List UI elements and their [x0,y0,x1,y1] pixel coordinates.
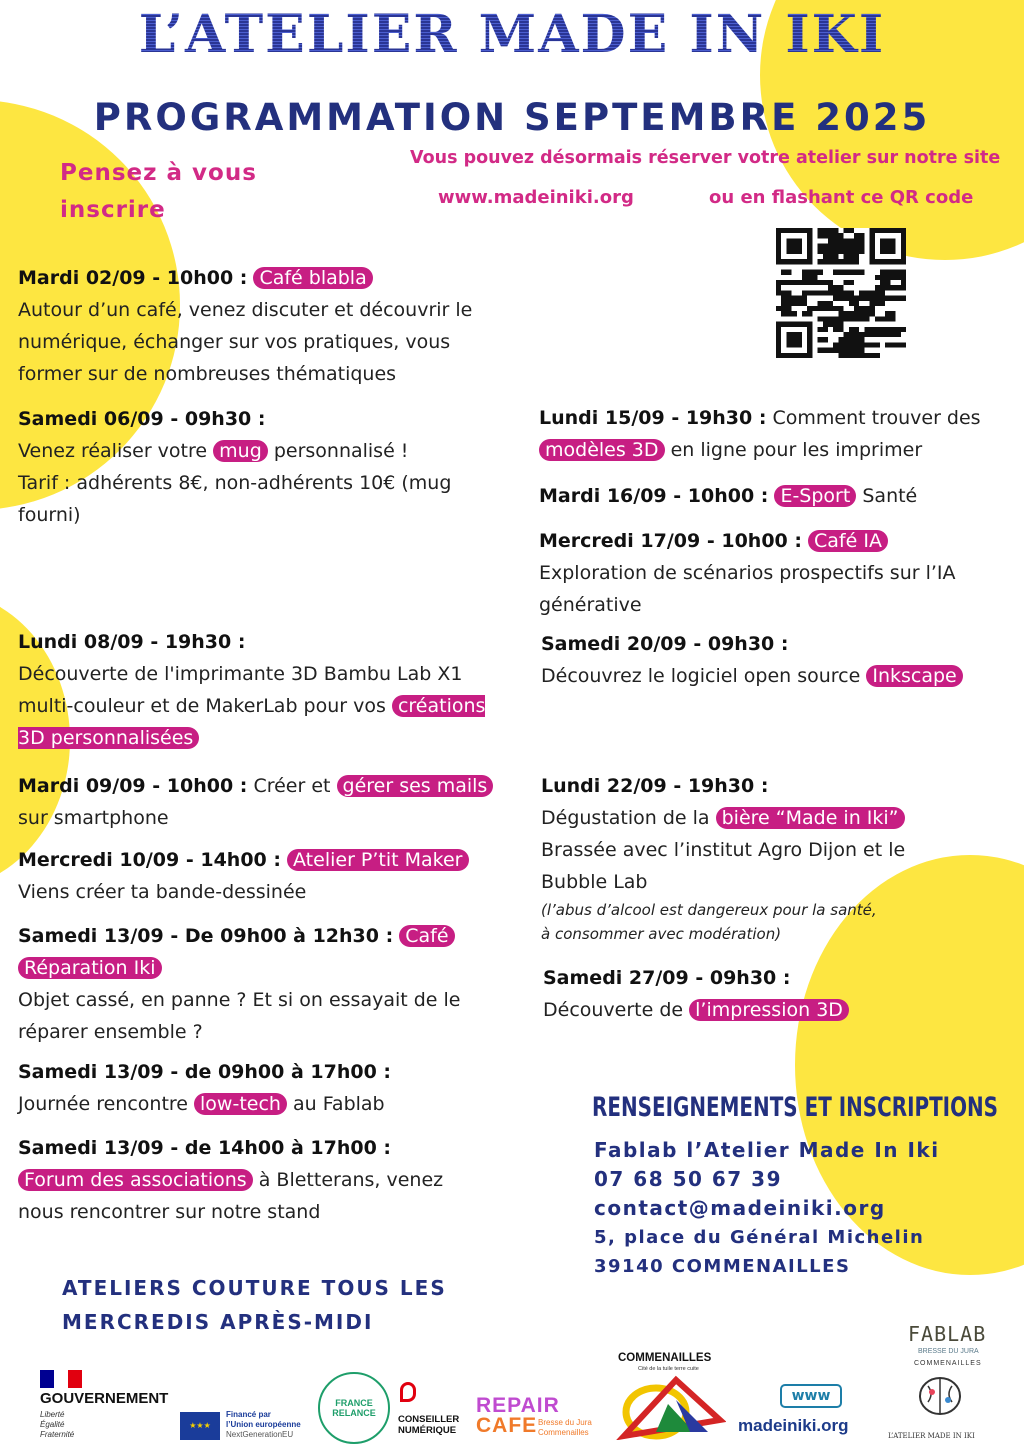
event-description: nous rencontrer sur notre stand [18,1201,321,1223]
atelier-label: L’ATELIER MADE IN IKI [888,1432,975,1440]
repair-line-1: REPAIR [476,1394,560,1417]
conseiller-line-1: CONSEILLER [398,1414,460,1425]
eu-text [226,1410,301,1440]
conseiller-numerique-logo [396,1382,466,1442]
event-card [539,525,1009,621]
event-text: au Fablab [293,1093,385,1115]
event-description: Brassée avec l’institut Agro Dijon et le Bubble Lab [541,839,906,893]
event-tag: low-tech [194,1093,287,1115]
event-tag: créations 3D personnalisées [18,695,486,749]
event-card [18,403,458,531]
event-description: Viens créer ta bande-dessinée [18,881,307,903]
booking-text: Vous pouvez désormais réserver votre atelier sur notre site [410,148,1001,168]
commenailles-logo [616,1352,726,1442]
repair-sub-2: Commenailles [538,1428,589,1437]
reminder-line-1: Pensez à vous [60,160,257,186]
repair-line-2: CAFE [476,1414,538,1437]
eu-line-2: l’Union européenne [226,1420,301,1429]
www-icon: www [780,1384,842,1408]
event-date: Mardi 09/09 - 10h00 : [18,775,248,797]
event-tag: E-Sport [774,485,856,507]
site-link[interactable]: www.madeiniki.org [438,187,634,208]
event-card [541,628,1011,692]
eu-line-1: Financé par [226,1410,271,1419]
eu-line-3: NextGenerationEU [226,1430,294,1439]
alcohol-warning: (l’abus d’alcool est dangereux pour la santé, [541,901,877,919]
event-tag: Inkscape [866,665,962,687]
event-date: Samedi 13/09 - de 14h00 à 17h00 : [18,1137,392,1159]
gouv-motto-2: Égalité [40,1420,65,1429]
commenailles-emblem-icon [616,1374,726,1440]
event-text: Dégustation de la [541,807,710,829]
event-card [18,920,508,1048]
event-text: à Bletterans, venez [258,1169,444,1191]
contact-city: 39140 COMMENAILLES [594,1256,851,1277]
event-card [539,480,1009,512]
conseiller-icon [400,1382,416,1402]
relance-label: FRANCE RELANCE [332,1398,376,1418]
event-date: Samedi 06/09 - 09h30 : [18,408,266,430]
event-date: Samedi 13/09 - de 09h00 à 17h00 : [18,1061,392,1083]
couture-line-2: MERCREDIS APRÈS-MIDI [62,1310,374,1334]
event-description: Autour d’un café, venez discuter et découvrir le numérique, échanger sur vos pratiques, vous former sur de nombreuses thématiques [18,299,473,385]
event-card [18,626,508,754]
commenailles-label: COMMENAILLES [618,1352,712,1364]
page-title: L’ATELIER MADE IN IKI [0,4,1024,65]
madeiniki-web-label: madeiniki.org [738,1416,849,1435]
contact-heading: RENSEIGNEMENTS ET INSCRIPTIONS [592,1092,999,1123]
repair-sub [538,1418,592,1438]
event-text: Découvrez le logiciel open source [541,665,861,687]
event-tag: bière “Made in Iki” [716,807,905,829]
event-date: Samedi 20/09 - 09h30 : [541,633,789,655]
gouv-motto [40,1410,74,1440]
event-card [18,1056,508,1120]
event-description: sur smartphone [18,807,169,829]
event-tag: mug [213,440,268,462]
brain-icon [916,1372,964,1420]
event-card [18,770,508,834]
conseiller-line-2: NUMÉRIQUE [398,1425,457,1436]
repair-sub-1: Bresse du Jura [538,1418,592,1427]
event-text: Journée rencontre [18,1093,188,1115]
event-date: Mercredi 10/09 - 14h00 : [18,849,281,871]
commenailles-sub: Cité de la tuile terre cuite [638,1366,699,1372]
event-card [539,402,1009,466]
event-card [18,1132,508,1228]
conseiller-text [398,1414,459,1436]
event-card [18,844,508,908]
event-text: en ligne pour les imprimer [670,439,923,461]
gouv-label: GOUVERNEMENT [40,1390,169,1407]
event-description: Tarif : adhérents 8€, non-adhérents 10€ (mug fourni) [18,472,452,526]
event-text: Venez réaliser votre [18,440,208,462]
reminder-text [60,155,257,229]
fablab-label: FABLAB [908,1322,987,1346]
event-tag: gérer ses mails [337,775,494,797]
couture-line-1: ATELIERS COUTURE TOUS LES [62,1276,447,1300]
contact-block [594,1136,940,1281]
contact-email[interactable]: contact@madeiniki.org [594,1196,886,1220]
qr-caption: ou en flashant ce QR code [709,187,974,208]
event-date: Samedi 27/09 - 09h30 : [543,967,791,989]
event-tag: l’impression 3D [689,999,849,1021]
eu-flag-icon: ★★★ [180,1412,220,1440]
event-date: Lundi 15/09 - 19h30 : [539,407,767,429]
event-date: Lundi 22/09 - 19h30 : [541,775,769,797]
event-date: Samedi 13/09 - De 09h00 à 12h30 : [18,925,394,947]
event-card [18,262,508,390]
gouv-motto-3: Fraternité [40,1430,75,1439]
event-text: Créer et [253,775,331,797]
event-date: Mardi 02/09 - 10h00 : [18,267,248,289]
event-tag: Café IA [808,530,888,552]
event-tag: modèles 3D [539,439,665,461]
event-date: Mercredi 17/09 - 10h00 : [539,530,802,552]
event-date: Lundi 08/09 - 19h30 : [18,631,246,653]
event-tag: Atelier P’tit Maker [287,849,468,871]
repair-cafe-logo [476,1396,606,1440]
france-relance-logo [318,1372,390,1444]
alcohol-warning: à consommer avec modération) [541,925,782,943]
eu-logo [180,1410,310,1444]
event-text: Comment trouver des [772,407,981,429]
event-card [541,770,961,946]
event-description: Objet cassé, en panne ? Et si on essayait de le réparer ensemble ? [18,989,461,1043]
event-description: Découverte de l'imprimante 3D Bambu Lab X1 multi-couleur et de MakerLab pour vos [18,663,463,717]
event-tag: Forum des associations [18,1169,253,1191]
reminder-line-2: inscrire [60,197,166,223]
flag-icon [40,1370,82,1388]
fablab-logo [880,1320,1020,1444]
event-tag: Café [399,925,454,947]
event-tag: Café blabla [253,267,372,289]
fablab-town: COMMENAILLES [914,1360,982,1367]
event-text: Santé [862,485,918,507]
gouv-motto-1: Liberté [40,1410,65,1419]
event-description: Exploration de scénarios prospectifs sur l’IA générative [539,562,956,616]
event-card [543,962,1013,1026]
event-date: Mardi 16/09 - 10h00 : [539,485,769,507]
contact-name: Fablab l’Atelier Made In Iki [594,1138,940,1162]
gouvernement-logo [40,1370,180,1442]
event-tag: Réparation Iki [18,957,162,979]
contact-phone[interactable]: 07 68 50 67 39 [594,1167,783,1191]
qr-code[interactable] [776,228,906,358]
event-text: personnalisé ! [273,440,409,462]
contact-address: 5, place du Général Michelin [594,1227,925,1248]
fablab-sub: BRESSE DU JURA [918,1348,979,1355]
page-subtitle: PROGRAMMATION SEPTEMBRE 2025 [93,96,931,139]
madeiniki-web-logo[interactable] [738,1384,862,1444]
event-text: Découverte de [543,999,684,1021]
couture-note [62,1271,447,1339]
